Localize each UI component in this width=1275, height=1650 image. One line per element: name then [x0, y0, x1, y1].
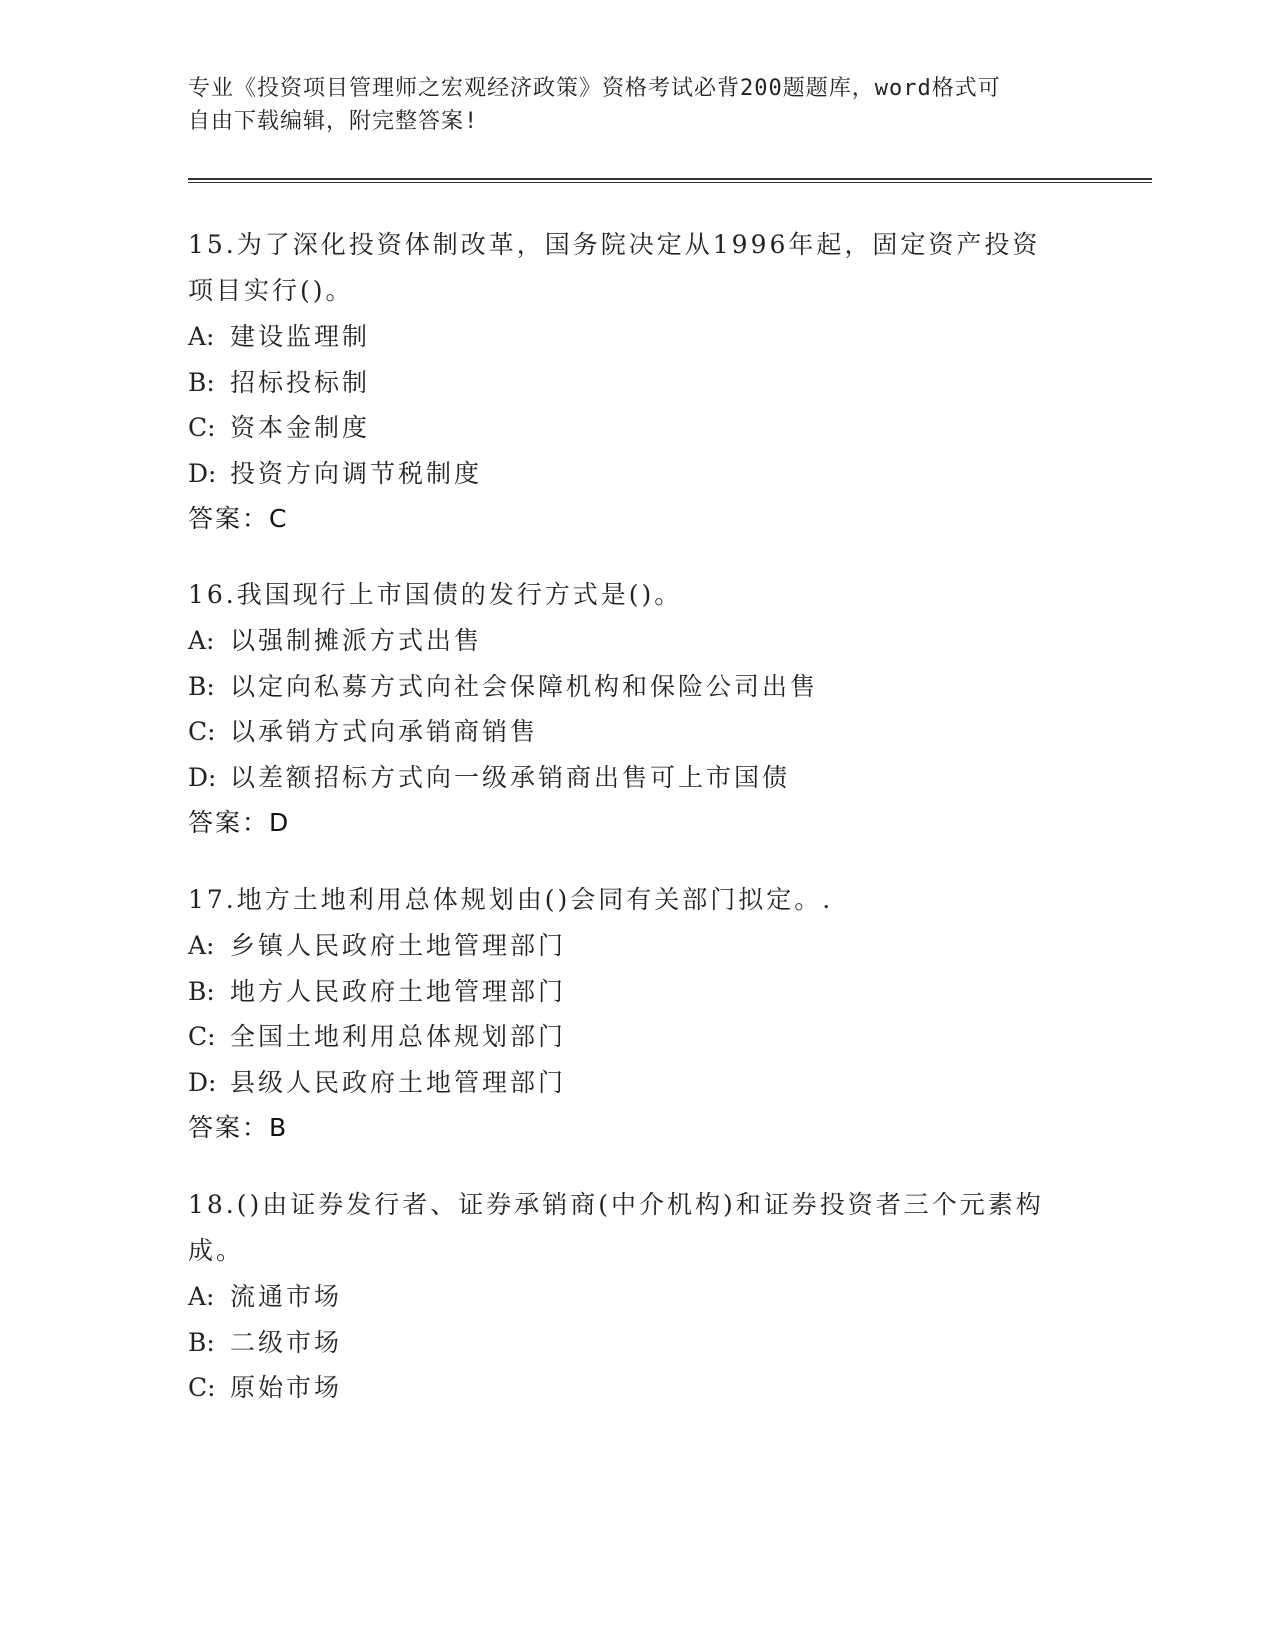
option-text: 以定向私募方式向社会保障机构和保险公司出售	[230, 671, 819, 701]
option-text: 原始市场	[230, 1373, 343, 1402]
option-c	[188, 1014, 1088, 1060]
question-stem: 18.()由证券发行者、证券承销商(中介机构)和证券投资者三个元素构	[188, 1190, 1044, 1219]
option-letter: A:	[188, 931, 215, 960]
option-letter: B:	[188, 1327, 215, 1357]
header-divider	[188, 178, 1152, 183]
question-stem-continued: 成。	[188, 1236, 245, 1265]
option-text: 招标投标制	[230, 367, 371, 397]
option-letter: A:	[188, 322, 215, 351]
option-text: 全国土地利用总体规划部门	[230, 1022, 567, 1051]
option-text: 投资方向调节税制度	[230, 458, 483, 488]
option-letter: C:	[188, 1022, 216, 1051]
option-text: 县级人民政府土地管理部门	[230, 1067, 567, 1097]
option-letter: B:	[188, 367, 215, 397]
question-15	[188, 222, 1088, 542]
option-a	[188, 923, 1088, 969]
question-stem: 17.地方土地利用总体规划由()会同有关部门拟定。.	[188, 885, 834, 914]
option-letter: C:	[188, 1373, 216, 1402]
option-letter: C:	[188, 717, 216, 746]
option-b	[188, 360, 1088, 406]
question-16	[188, 572, 1088, 846]
option-letter: A:	[188, 626, 215, 655]
option-a	[188, 314, 1088, 360]
option-letter: D:	[188, 762, 217, 792]
option-letter: B:	[188, 671, 215, 701]
option-letter: D:	[188, 1067, 217, 1097]
option-d	[188, 451, 1088, 497]
option-text: 流通市场	[230, 1282, 343, 1311]
option-c	[188, 709, 1088, 755]
answer-line: 答案：D	[188, 808, 291, 837]
question-18	[188, 1182, 1088, 1411]
option-b	[188, 1320, 1088, 1366]
option-c	[188, 405, 1088, 451]
option-a	[188, 1274, 1088, 1320]
option-letter: C:	[188, 413, 216, 442]
question-stem: 16.我国现行上市国债的发行方式是()。	[188, 580, 683, 609]
option-a	[188, 618, 1088, 664]
option-text: 乡镇人民政府土地管理部门	[230, 931, 567, 960]
option-text: 以承销方式向承销商销售	[230, 717, 539, 746]
option-letter: D:	[188, 458, 217, 488]
option-letter: B:	[188, 976, 215, 1006]
question-stem-continued: 项目实行()。	[188, 276, 354, 305]
answer-line: 答案：C	[188, 504, 289, 533]
header-intro-line-2: 自由下载编辑，附完整答案!	[188, 109, 479, 134]
question-stem: 15.为了深化投资体制改革，国务院决定从1996年起，固定资产投资	[188, 230, 1041, 259]
document-header	[188, 72, 1068, 138]
option-text: 以强制摊派方式出售	[230, 626, 483, 655]
option-text: 以差额招标方式向一级承销商出售可上市国债	[230, 762, 791, 792]
option-c	[188, 1365, 1088, 1411]
option-d	[188, 755, 1088, 801]
question-17	[188, 877, 1088, 1151]
option-text: 地方人民政府土地管理部门	[230, 976, 567, 1006]
option-b	[188, 969, 1088, 1015]
option-b	[188, 664, 1088, 710]
option-text: 二级市场	[230, 1327, 343, 1357]
option-d	[188, 1060, 1088, 1106]
option-letter: A:	[188, 1282, 215, 1311]
answer-line: 答案：B	[188, 1113, 289, 1142]
option-text: 资本金制度	[230, 413, 371, 442]
option-text: 建设监理制	[230, 322, 371, 351]
header-intro-line-1: 专业《投资项目管理师之宏观经济政策》资格考试必背200题题库，word格式可	[188, 76, 1001, 101]
